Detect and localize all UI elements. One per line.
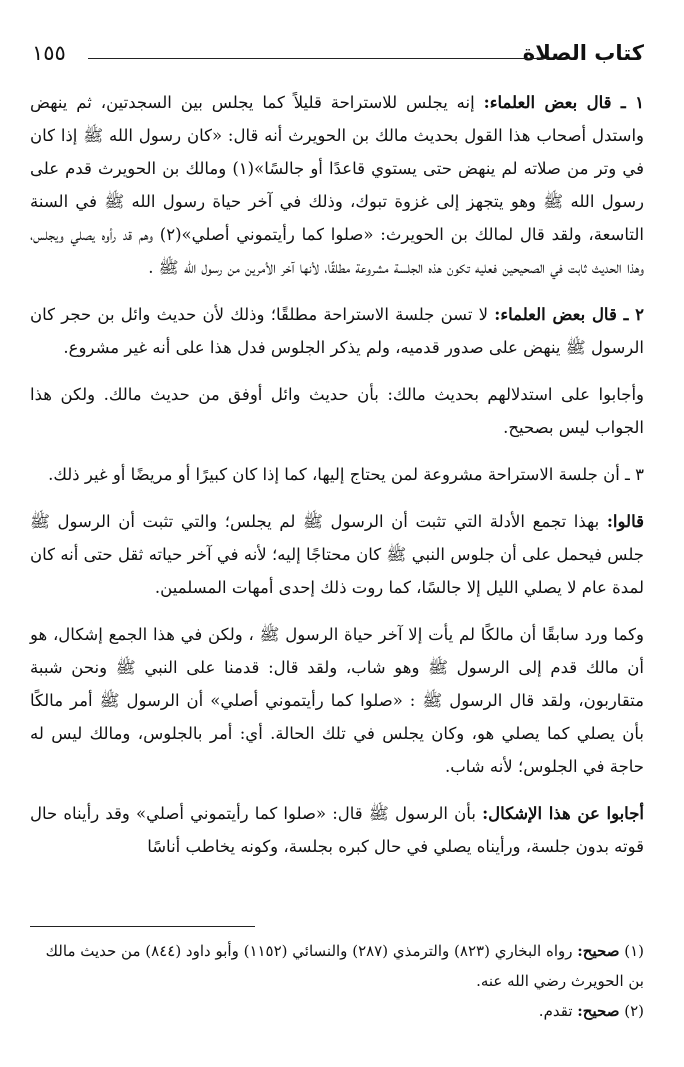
paragraph-text: بأن الرسول ﷺ قال: «صلوا كما رأيتموني أصلي» وقد رأيناه حال قوته بدون جلسة، ورأيناه يصلي في حال كبره بجلسة، وكونه يخاطب أناسًا [30, 804, 644, 856]
page-number: ١٥٥ [32, 41, 66, 65]
paragraph-text: لا تسن جلسة الاستراحة مطلقًا؛ وذلك لأن حديث وائل بن حجر كان الرسول ﷺ ينهض على صدور قدميه، ولم يذكر الجلوس فدل هذا على أنه غير مشروع. [30, 305, 644, 357]
paragraph [30, 797, 644, 863]
footnote [30, 936, 644, 996]
footnote-text: رواه البخاري (٨٢٣) والترمذي (٢٨٧) والنسائي (١١٥٢) وأبو داود (٨٤٤) من حديث مالك بن الحويرث رضي الله عنه. [45, 942, 644, 990]
paragraph-text: وأجابوا على استدلالهم بحديث مالك: بأن حديث وائل أوفق من حديث مالك. ولكن هذا الجواب ليس بصحيح. [30, 385, 644, 437]
paragraph-text: ٣ ـ أن جلسة الاستراحة مشروعة لمن يحتاج إليها، كما إذا كان كبيرًا أو مريضًا أو غير ذلك. [48, 465, 644, 484]
footnote-label: صحيح: [577, 942, 620, 960]
main-text [30, 86, 644, 877]
paragraph-text: وكما ورد سابقًا أن مالكًا لم يأت إلا آخر حياة الرسول ﷺ ، ولكن في هذا الجمع إشكال، هو أن مالك قدم إلى الرسول ﷺ وهو شاب، ولقد قال: قدمنا على النبي ﷺ ونحن شببة متقاربون، ولقد قال الرسول ﷺ : «صلوا كما رأيتموني أصلي» أن الرسول ﷺ أمر مالكًا بأن يصلي كما يصلي هو، وكان يجلس في تلك الحالة. أي: أمر بالجلوس، ومالك ليس له حاجة في الجلوس؛ لأنه شاب. [30, 625, 644, 776]
paragraph [30, 86, 644, 284]
footnote-number: (١) [624, 942, 644, 960]
header-rule [88, 58, 548, 59]
paragraph [30, 458, 644, 491]
paragraph-lead: ١ ـ قال بعض العلماء: [483, 93, 644, 112]
paragraph [30, 618, 644, 783]
paragraph-lead: أجابوا عن هذا الإشكال: [482, 804, 644, 823]
paragraph-lead: قالوا: [606, 512, 644, 531]
footnote-number: (٢) [624, 1002, 644, 1020]
page-header [32, 38, 644, 72]
paragraph-text: بهذا تجمع الأدلة التي تثبت أن الرسول ﷺ لم يجلس؛ والتي تثبت أن الرسول ﷺ جلس فيحمل على أن جلوس النبي ﷺ كان محتاجًا إليه؛ لأنه في آخر حياته ثقل حتى أنه كان لمدة عام لا يصلي الليل إلا جالسًا، كما روت ذلك إحدى أمهات المسلمين. [30, 512, 644, 597]
footnote [30, 996, 644, 1026]
footnotes [30, 936, 644, 1026]
paragraph [30, 378, 644, 444]
footnote-rule [30, 926, 255, 927]
paragraph-text: إنه يجلس للاستراحة قليلاً كما يجلس بين السجدتين، ثم ينهض واستدل أصحاب هذا القول بحديث مالك بن الحويرث أنه قال: «كان رسول الله ﷺ إذا كان في وتر من صلاته لم ينهض حتى يستوي قاعدًا أو جالسًا»(١) ومالك بن الحويرث قدم على رسول الله ﷺ وهو يتجهز إلى غزوة تبوك، وذلك في آخر حياة رسول الله ﷺ في السنة التاسعة، ولقد قال لمالك بن الحويرث: «صلوا كما رأيتموني أصلي»(٢) وهم قد رأوه يصلي ويجلس، وهذا الحديث ثابت في الصحيحين فعليه تكون هذه الجلسة مشروعة مطلقًا، لأنها آخر الأمرين من رسول الله ﷺ . [30, 93, 644, 277]
paragraph [30, 505, 644, 604]
footnote-label: صحيح: [577, 1002, 620, 1020]
chapter-title: كتاب الصلاة [522, 41, 644, 65]
footnote-text: تقدم. [538, 1002, 578, 1020]
paragraph-lead: ٢ ـ قال بعض العلماء: [494, 305, 644, 324]
paragraph [30, 298, 644, 364]
